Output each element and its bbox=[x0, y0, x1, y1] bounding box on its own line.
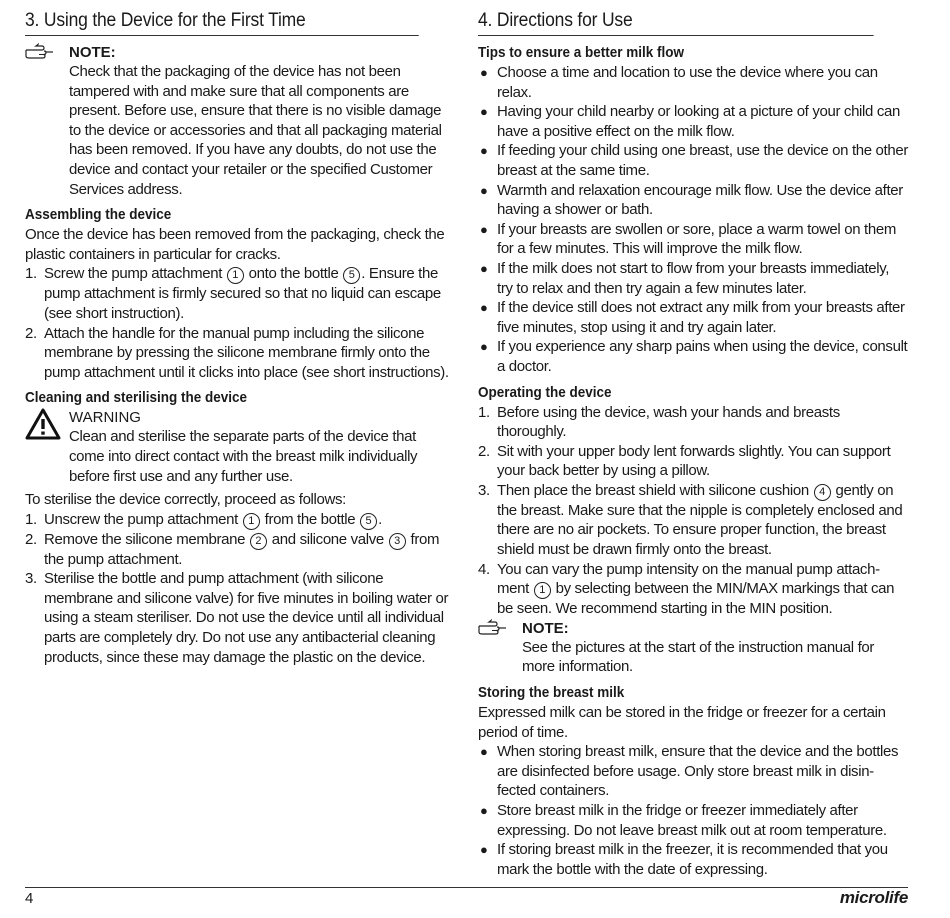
warning-triangle-icon bbox=[25, 408, 69, 486]
list-item: ● Having your child nearby or looking at a picture of your child can have a positive effect on the milk flow. bbox=[480, 103, 900, 140]
list-item: ● Choose a time and location to use the device where you can relax. bbox=[480, 64, 878, 101]
list-item: 2. Remove the silicone membrane 2 and silicone valve 3 from the pump attachment. bbox=[25, 530, 440, 568]
list-item: ● If feeding your child using one breast, use the device on the other breast at the same time. bbox=[480, 142, 909, 179]
part-number-badge: 1 bbox=[534, 582, 551, 599]
part-number-badge: 5 bbox=[360, 513, 377, 530]
part-number-badge: 5 bbox=[343, 267, 360, 284]
sterilise-steps bbox=[25, 510, 453, 668]
brand-logo: microlife bbox=[839, 888, 908, 907]
list-item: 1. Screw the pump attachment 1 onto the bottle 5 . Ensure the pump attachment is firmly secured so that no liquid can escape (see short instruction). bbox=[25, 265, 441, 322]
heading-assembling: Assembling the device bbox=[25, 206, 172, 224]
list-item: ● If your breasts are swollen or sore, place a warm towel on them for a few minutes. This will improve the milk flow. bbox=[480, 220, 896, 258]
assembling-steps bbox=[25, 264, 453, 382]
list-item: 1. Before using the device, wash your hands and breasts thoroughly. bbox=[478, 403, 840, 441]
part-number-badge: 1 bbox=[243, 513, 260, 530]
list-item: ● Store breast milk in the fridge or freezer immediately after expressing. Do not leave breast milk out at room temperature. bbox=[480, 802, 887, 839]
list-item: ● If the device still does not extract any milk from your breasts after five minutes, stop using it and try again later. bbox=[480, 299, 905, 336]
list-item: 2. Sit with your upper body lent forwards slightly. You can support your back better by using a pillow. bbox=[478, 442, 891, 480]
heading-cleaning: Cleaning and sterilising the device bbox=[25, 389, 248, 407]
list-item: ● When storing breast milk, ensure that the device and the bottles are disinfected before usage. Only store breast milk in disin-fected containers. bbox=[480, 743, 899, 800]
heading-storing: Storing the breast milk bbox=[478, 684, 625, 702]
warning-label: WARNING bbox=[69, 409, 141, 427]
sterilise-intro: To sterilise the device correctly, proceed as follows: bbox=[25, 491, 346, 509]
list-item: ● If the milk does not start to flow from your breasts immediately, try to relax and then try again a few minutes later. bbox=[480, 259, 890, 297]
note-box bbox=[25, 43, 453, 199]
tips-list bbox=[478, 63, 908, 377]
page-number: 4 bbox=[25, 890, 34, 907]
warning-box bbox=[25, 408, 453, 486]
list-item: ● Warmth and relaxation encourage milk flow. Use the device after having a shower or bath. bbox=[480, 181, 903, 219]
part-number-badge: 1 bbox=[227, 267, 244, 284]
storing-intro: Expressed milk can be stored in the fridge or freezer for a certain period of time. bbox=[478, 704, 886, 741]
footer-divider bbox=[25, 887, 908, 888]
note-label: NOTE: bbox=[69, 44, 116, 61]
list-item: ● If storing breast milk in the freezer, it is recommended that you mark the bottle with the date of expressing. bbox=[480, 841, 888, 878]
assembling-intro: Once the device has been removed from the packaging, check the plastic containers in particular for cracks. bbox=[25, 226, 445, 263]
section-title-first-time: 3. Using the Device for the First Time bbox=[25, 10, 419, 36]
heading-tips: Tips to ensure a better milk flow bbox=[478, 44, 685, 61]
note-label: NOTE: bbox=[522, 619, 569, 637]
list-item: 2. Attach the handle for the manual pump including the silicone membrane by pressing the silicone membrane firmly onto the pump attachment until it clicks into place (see short instructions). bbox=[25, 324, 449, 381]
list-item: 1. Unscrew the pump attachment 1 from the bottle 5 . bbox=[25, 510, 382, 528]
right-column bbox=[478, 10, 908, 879]
operating-note-box bbox=[478, 619, 908, 677]
list-item: 4. You can vary the pump intensity on the manual pump attach-ment 1 by selecting between the MIN/MAX markings that can be seen. We recommend starting in the MIN position. bbox=[478, 560, 895, 618]
section-title-directions: 4. Directions for Use bbox=[478, 10, 874, 36]
storing-list bbox=[478, 742, 908, 879]
left-column bbox=[25, 10, 453, 667]
list-item: 3. Sterilise the bottle and pump attachment (with silicone membrane and silicone valve) for five minutes in boiling water or using a steam steriliser. Do not use the device until all individual parts are completely dry. Do not use any antibacterial cleaning products, since these may damage the plastic on the device. bbox=[25, 570, 449, 666]
note-text: See the pictures at the start of the instruction manual for more information. bbox=[522, 638, 875, 676]
pointing-hand-icon bbox=[25, 43, 69, 199]
list-item: ● If you experience any sharp pains when using the device, consult a doctor. bbox=[480, 338, 908, 375]
operating-steps bbox=[478, 403, 908, 619]
heading-operating: Operating the device bbox=[478, 383, 612, 401]
warning-text: Clean and sterilise the separate parts of the device that come into direct contact with the breast milk individually before first use and any further use. bbox=[69, 428, 418, 485]
pointing-hand-icon bbox=[478, 619, 522, 677]
note-text: Check that the packaging of the device has not been tampered with and make sure that all components are present. Before use, ensure that there is no visible damage to the device or accessories and that all packaging material has been removed. If you have any doubts, do not use the device and contact your retailer or the specified Customer Services address. bbox=[69, 63, 442, 198]
part-number-badge: 3 bbox=[389, 533, 406, 550]
part-number-badge: 4 bbox=[814, 484, 831, 501]
part-number-badge: 2 bbox=[250, 533, 267, 550]
list-item: 3. Then place the breast shield with silicone cushion 4 gently on the breast. Make sure that the nipple is completely enclosed and there are no air pockets. To ensure proper function, the breast shield must be drawn firmly onto the breast. bbox=[478, 481, 903, 559]
